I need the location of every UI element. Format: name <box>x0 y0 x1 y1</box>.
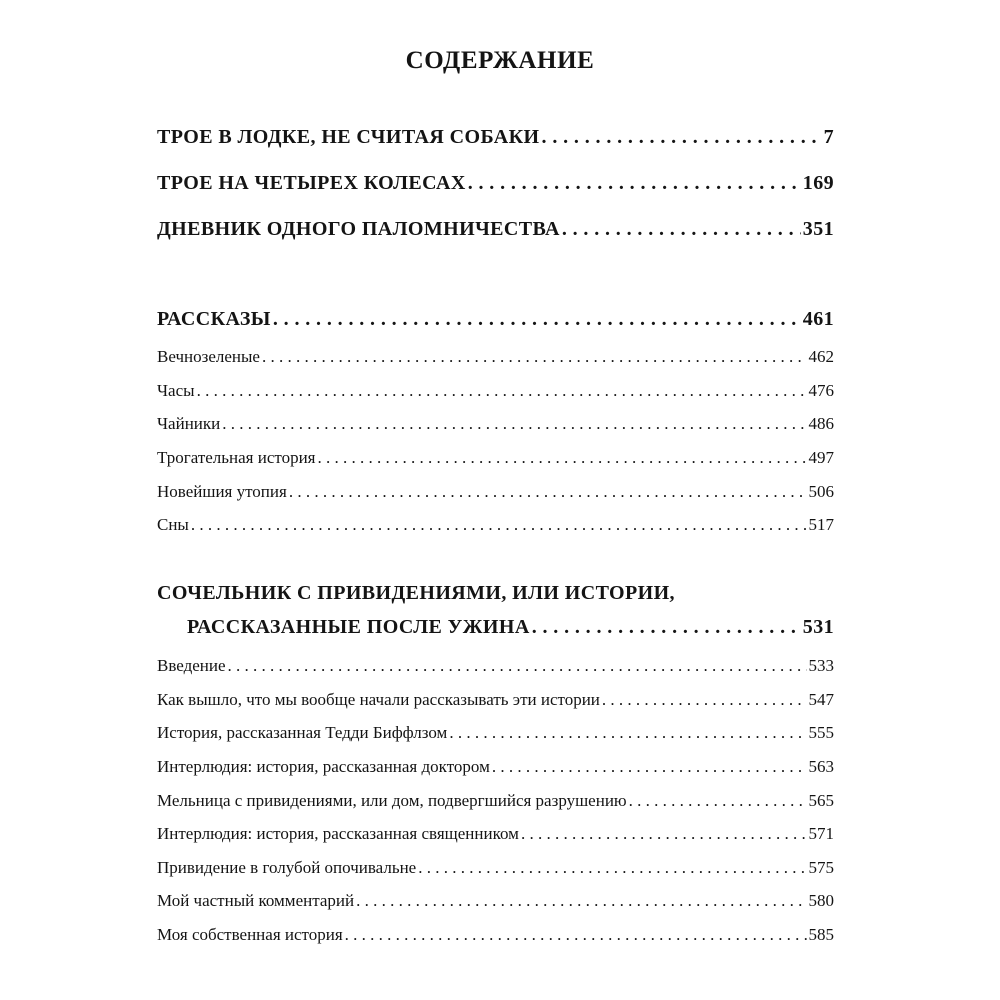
dot-leader <box>228 655 807 677</box>
toc-subentry[interactable] <box>157 890 834 912</box>
toc-subentry[interactable] <box>157 756 834 778</box>
toc-subentry-page: 585 <box>808 925 834 944</box>
dot-leader <box>629 790 807 812</box>
toc-subentry-title: Введение <box>157 656 226 675</box>
toc-entry-page: 169 <box>802 172 834 194</box>
toc-subentry-title: Чайники <box>157 414 221 433</box>
toc-entry-main[interactable] <box>157 124 834 150</box>
toc-entry-main[interactable] <box>157 216 834 242</box>
toc-section-page: 531 <box>802 616 834 638</box>
toc-subentry-page: 575 <box>808 858 834 877</box>
toc-subentry[interactable] <box>157 823 834 845</box>
toc-section-stories[interactable] <box>157 306 834 332</box>
toc-subentry[interactable] <box>157 689 834 711</box>
toc-subentry-title: Моя собственная история <box>157 925 343 944</box>
dot-leader <box>521 823 807 845</box>
toc-subentry-title: Новейшия утопия <box>157 482 287 501</box>
toc-subentry[interactable] <box>157 857 834 879</box>
toc-subentry[interactable] <box>157 790 834 812</box>
toc-subentry[interactable] <box>157 346 834 368</box>
toc-entry-page: 7 <box>823 126 834 148</box>
toc-subentry-title: История, рассказанная Тедди Биффлзом <box>157 723 448 742</box>
toc-subentry-title: Вечнозеленые <box>157 347 260 366</box>
toc-subentry-title: Трогательная история <box>157 448 316 467</box>
toc-subentry-title: Часы <box>157 381 195 400</box>
toc-section-page: 461 <box>802 308 834 330</box>
dot-leader <box>191 514 807 536</box>
toc-subentry-title: Мельница с привидениями, или дом, подвергшийся разрушению <box>157 791 627 810</box>
dot-leader <box>345 924 807 946</box>
toc-subentry-title: Сны <box>157 515 189 534</box>
toc-section-title-line2: РАССКАЗАННЫЕ ПОСЛЕ УЖИНА <box>187 616 530 638</box>
toc-subentry-page: 476 <box>808 381 834 400</box>
dot-leader <box>318 447 807 469</box>
toc-subentry-title: Интерлюдия: история, рассказанная священником <box>157 824 519 843</box>
dot-leader <box>449 722 806 744</box>
toc-section-title-line1: СОЧЕЛЬНИК С ПРИВИДЕНИЯМИ, ИЛИ ИСТОРИИ, <box>157 582 675 604</box>
toc-subentry-title: Как вышло, что мы вообще начали рассказывать эти истории <box>157 690 600 709</box>
dot-leader <box>289 481 807 503</box>
dot-leader <box>262 346 807 368</box>
toc-subentry-page: 462 <box>808 347 834 366</box>
toc-entry-main[interactable] <box>157 170 834 196</box>
dot-leader <box>602 689 807 711</box>
toc-subentry[interactable] <box>157 447 834 469</box>
dot-leader <box>532 614 801 640</box>
toc-subentry-page: 571 <box>808 824 834 843</box>
dot-leader <box>542 124 822 150</box>
toc-subentry-page: 547 <box>808 690 834 709</box>
toc-entry-title: ДНЕВНИК ОДНОГО ПАЛОМНИЧЕСТВА <box>157 218 560 240</box>
toc-subentry[interactable] <box>157 924 834 946</box>
page-title: СОДЕРЖАНИЕ <box>405 47 595 74</box>
toc-subentry[interactable] <box>157 380 834 402</box>
dot-leader <box>197 380 807 402</box>
toc-entry-page: 351 <box>802 218 834 240</box>
toc-subentry-title: Интерлюдия: история, рассказанная доктором <box>157 757 490 776</box>
toc-subentry-page: 565 <box>808 791 834 810</box>
dot-leader <box>356 890 806 912</box>
toc-subentry-title: Мой частный комментарий <box>157 891 355 910</box>
dot-leader <box>492 756 807 778</box>
toc-section-christmas-eve[interactable] <box>187 614 834 640</box>
toc-subentry-page: 517 <box>808 515 834 534</box>
toc-subentry[interactable] <box>157 655 834 677</box>
dot-leader <box>418 857 806 879</box>
toc-subentry-page: 506 <box>808 482 834 501</box>
toc-subentry-page: 497 <box>808 448 834 467</box>
toc-section-title: РАССКАЗЫ <box>157 308 271 330</box>
toc-subentry[interactable] <box>157 514 834 536</box>
toc-subentry-page: 580 <box>808 891 834 910</box>
toc-subentry-page: 533 <box>808 656 834 675</box>
dot-leader <box>273 306 801 332</box>
toc-subentry[interactable] <box>157 722 834 744</box>
toc-subentry[interactable] <box>157 481 834 503</box>
toc-entry-title: ТРОЕ НА ЧЕТЫРЕХ КОЛЕСАХ <box>157 172 466 194</box>
dot-leader <box>222 413 806 435</box>
toc-subentry-page: 486 <box>808 414 834 433</box>
toc-subentry-page: 555 <box>808 723 834 742</box>
dot-leader <box>468 170 801 196</box>
toc-entry-title: ТРОЕ В ЛОДКЕ, НЕ СЧИТАЯ СОБАКИ <box>157 126 540 148</box>
toc-subentry[interactable] <box>157 413 834 435</box>
toc-subentry-page: 563 <box>808 757 834 776</box>
toc-subentry-title: Привидение в голубой опочивальне <box>157 858 417 877</box>
dot-leader <box>562 216 801 242</box>
